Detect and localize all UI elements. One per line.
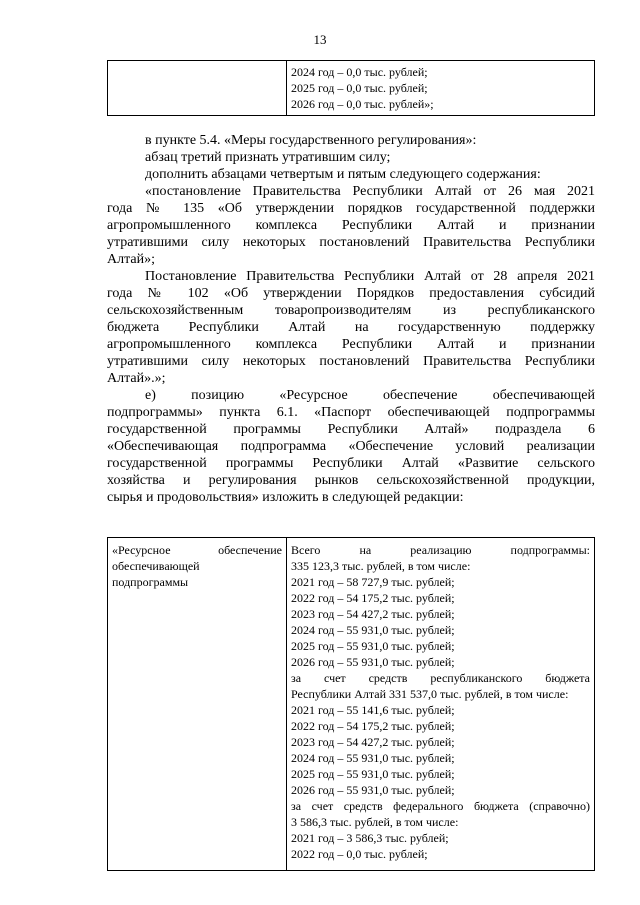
paragraph-add-abzacs: дополнить абзацами четвертым и пятым следующего содержания: xyxy=(145,167,541,182)
text-line: утратившими силу некоторых постановлений Правительства Республики xyxy=(107,354,595,369)
text-line: подпрограммы» пункта 6.1. «Паспорт обеспечивающей подпрограммы xyxy=(107,405,595,420)
funding-line: 3 586,3 тыс. рублей, в том числе: xyxy=(291,815,459,829)
paragraph-5-4: в пункте 5.4. «Меры государственного регулирования»: xyxy=(145,133,477,148)
paragraph-resolution-135 xyxy=(107,183,595,268)
text-line: е) позицию «Ресурсное обеспечение обеспечивающей xyxy=(145,388,595,403)
text-line: государственной программы Республики Алтай «Развитие сельского xyxy=(107,456,595,471)
text-line: «постановление Правительства Республики Алтай от 26 мая 2021 xyxy=(145,184,595,199)
text-line: Постановление Правительства Республики Алтай от 28 апреля 2021 xyxy=(145,269,595,284)
table-top-continuation xyxy=(107,60,595,116)
funding-line: за счет средств федерального бюджета (справочно) xyxy=(291,799,590,813)
text-line: агропромышленного комплекса Республики Алтай и признании xyxy=(107,337,595,352)
table-row xyxy=(108,61,595,116)
document-body xyxy=(107,132,595,506)
funding-line: 335 123,3 тыс. рублей, в том числе: xyxy=(291,559,471,573)
table-cell-values xyxy=(287,538,595,871)
table-cell-left xyxy=(108,61,287,116)
funding-line: 2021 год – 55 141,6 тыс. рублей; xyxy=(291,703,455,717)
funding-line: 2022 год – 54 175,2 тыс. рублей; xyxy=(291,591,455,605)
funding-line: 2024 год – 55 931,0 тыс. рублей; xyxy=(291,623,455,637)
funding-line: Всего на реализацию подпрограммы: xyxy=(291,543,590,557)
funding-line: 2021 год – 58 727,9 тыс. рублей; xyxy=(291,575,455,589)
page-number: 13 xyxy=(313,32,327,47)
paragraph-item-e xyxy=(107,387,595,506)
funding-line: 2024 год – 55 931,0 тыс. рублей; xyxy=(291,751,455,765)
table-row xyxy=(108,538,595,871)
funding-line: Республики Алтай 331 537,0 тыс. рублей, в том числе: xyxy=(291,687,569,701)
text-line: Алтай».»; xyxy=(107,371,166,386)
funding-line: 2026 год – 55 931,0 тыс. рублей; xyxy=(291,655,455,669)
text-line: сельскохозяйственным товаропроизводителям из республиканского xyxy=(107,303,595,318)
funding-line: 2023 год – 54 427,2 тыс. рублей; xyxy=(291,607,455,621)
funding-line: 2021 год – 3 586,3 тыс. рублей; xyxy=(291,831,449,845)
label-line: подпрограммы xyxy=(112,575,189,589)
funding-line: 2022 год – 0,0 тыс. рублей; xyxy=(291,847,428,861)
funding-line: за счет средств республиканского бюджета xyxy=(291,671,590,685)
text-line: Алтай»; xyxy=(107,252,155,267)
funding-line: 2025 год – 0,0 тыс. рублей; xyxy=(291,81,428,95)
funding-line: 2025 год – 55 931,0 тыс. рублей; xyxy=(291,639,455,653)
text-line: года № 135 «Об утверждении порядков государственной поддержки xyxy=(107,201,595,216)
resource-table xyxy=(107,537,595,871)
label-line: «Ресурсное обеспечение xyxy=(112,543,282,557)
paragraph-resolution-102 xyxy=(107,268,595,387)
text-line: года № 102 «Об утверждении Порядков предоставления субсидий xyxy=(107,286,595,301)
table-cell-label xyxy=(108,538,287,871)
funding-line: 2026 год – 0,0 тыс. рублей»; xyxy=(291,97,434,111)
funding-line: 2026 год – 55 931,0 тыс. рублей; xyxy=(291,783,455,797)
text-line: бюджета Республики Алтай на государственную поддержку xyxy=(107,320,595,335)
text-line: «Обеспечивающая подпрограмма «Обеспечение условий реализации xyxy=(107,439,595,454)
funding-line: 2023 год – 54 427,2 тыс. рублей; xyxy=(291,735,455,749)
text-line: утратившими силу некоторых постановлений Правительства Республики xyxy=(107,235,595,250)
funding-line: 2025 год – 55 931,0 тыс. рублей; xyxy=(291,767,455,781)
paragraph-abzac-third: абзац третий признать утратившим силу; xyxy=(145,150,391,165)
text-line: хозяйства и регулирования рынков сельскохозяйственной продукции, xyxy=(107,473,595,488)
text-line: сырья и продовольствия» изложить в следующей редакции: xyxy=(107,490,464,505)
text-line: государственной программы Республики Алтай» подраздела 6 xyxy=(107,422,595,437)
table-cell-right xyxy=(287,61,595,116)
label-line: обеспечивающей xyxy=(112,559,200,573)
funding-line: 2022 год – 54 175,2 тыс. рублей; xyxy=(291,719,455,733)
funding-line: 2024 год – 0,0 тыс. рублей; xyxy=(291,65,428,79)
text-line: агропромышленного комплекса Республики Алтай и признании xyxy=(107,218,595,233)
